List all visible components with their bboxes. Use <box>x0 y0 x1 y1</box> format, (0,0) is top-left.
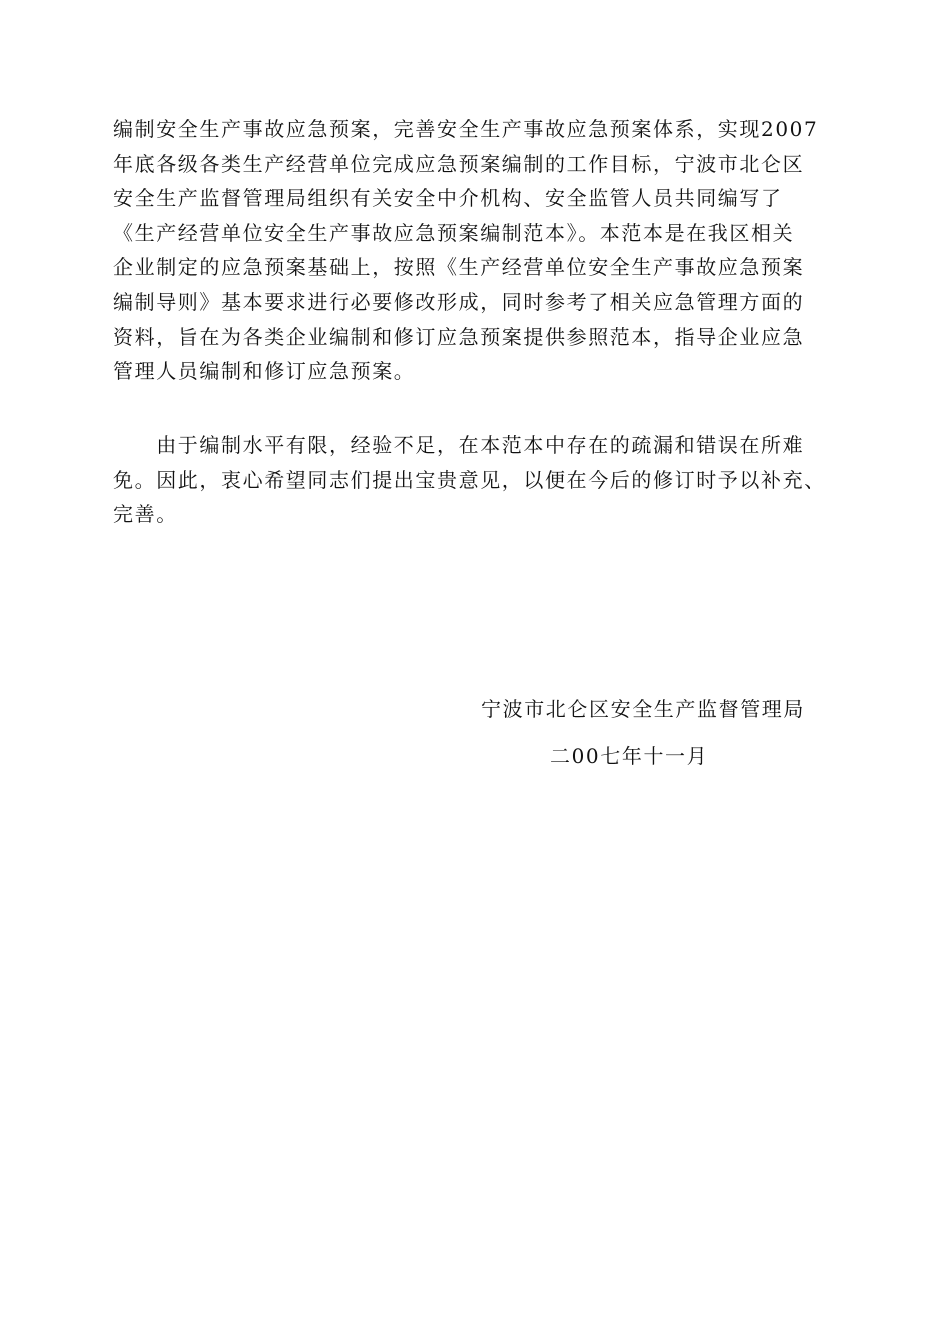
body-paragraph-1: 编制安全生产事故应急预案，完善安全生产事故应急预案体系，实现2007 年底各级各类生产经营单位完成应急预案编制的工作目标，宁波市北仑区 安全生产监督管理局组织有关安全中介机构、安全监管人员共同编写了 《生产经营单位安全生产事故应急预案编制范本》。本范本是在我区相关 企业制定的应急预案基础上，按照《生产经营单位安全生产事故应急预案 编制导则》基本要求进行必要修改形成，同时参考了相关应急管理方面的 资料，旨在为各类企业编制和修订应急预案提供参照范本，指导企业应急 管理人员编制和修订应急预案。 <box>113 117 819 384</box>
signature-date: 二00七年十一月 <box>550 744 709 768</box>
signature-organization: 宁波市北仑区安全生产监督管理局 <box>481 697 805 721</box>
body-paragraph-2: 由于编制水平有限，经验不足，在本范本中存在的疏漏和错误在所难 免。因此，衷心希望同志们提出宝贵意见，以便在今后的修订时予以补充、 完善。 <box>113 433 826 527</box>
